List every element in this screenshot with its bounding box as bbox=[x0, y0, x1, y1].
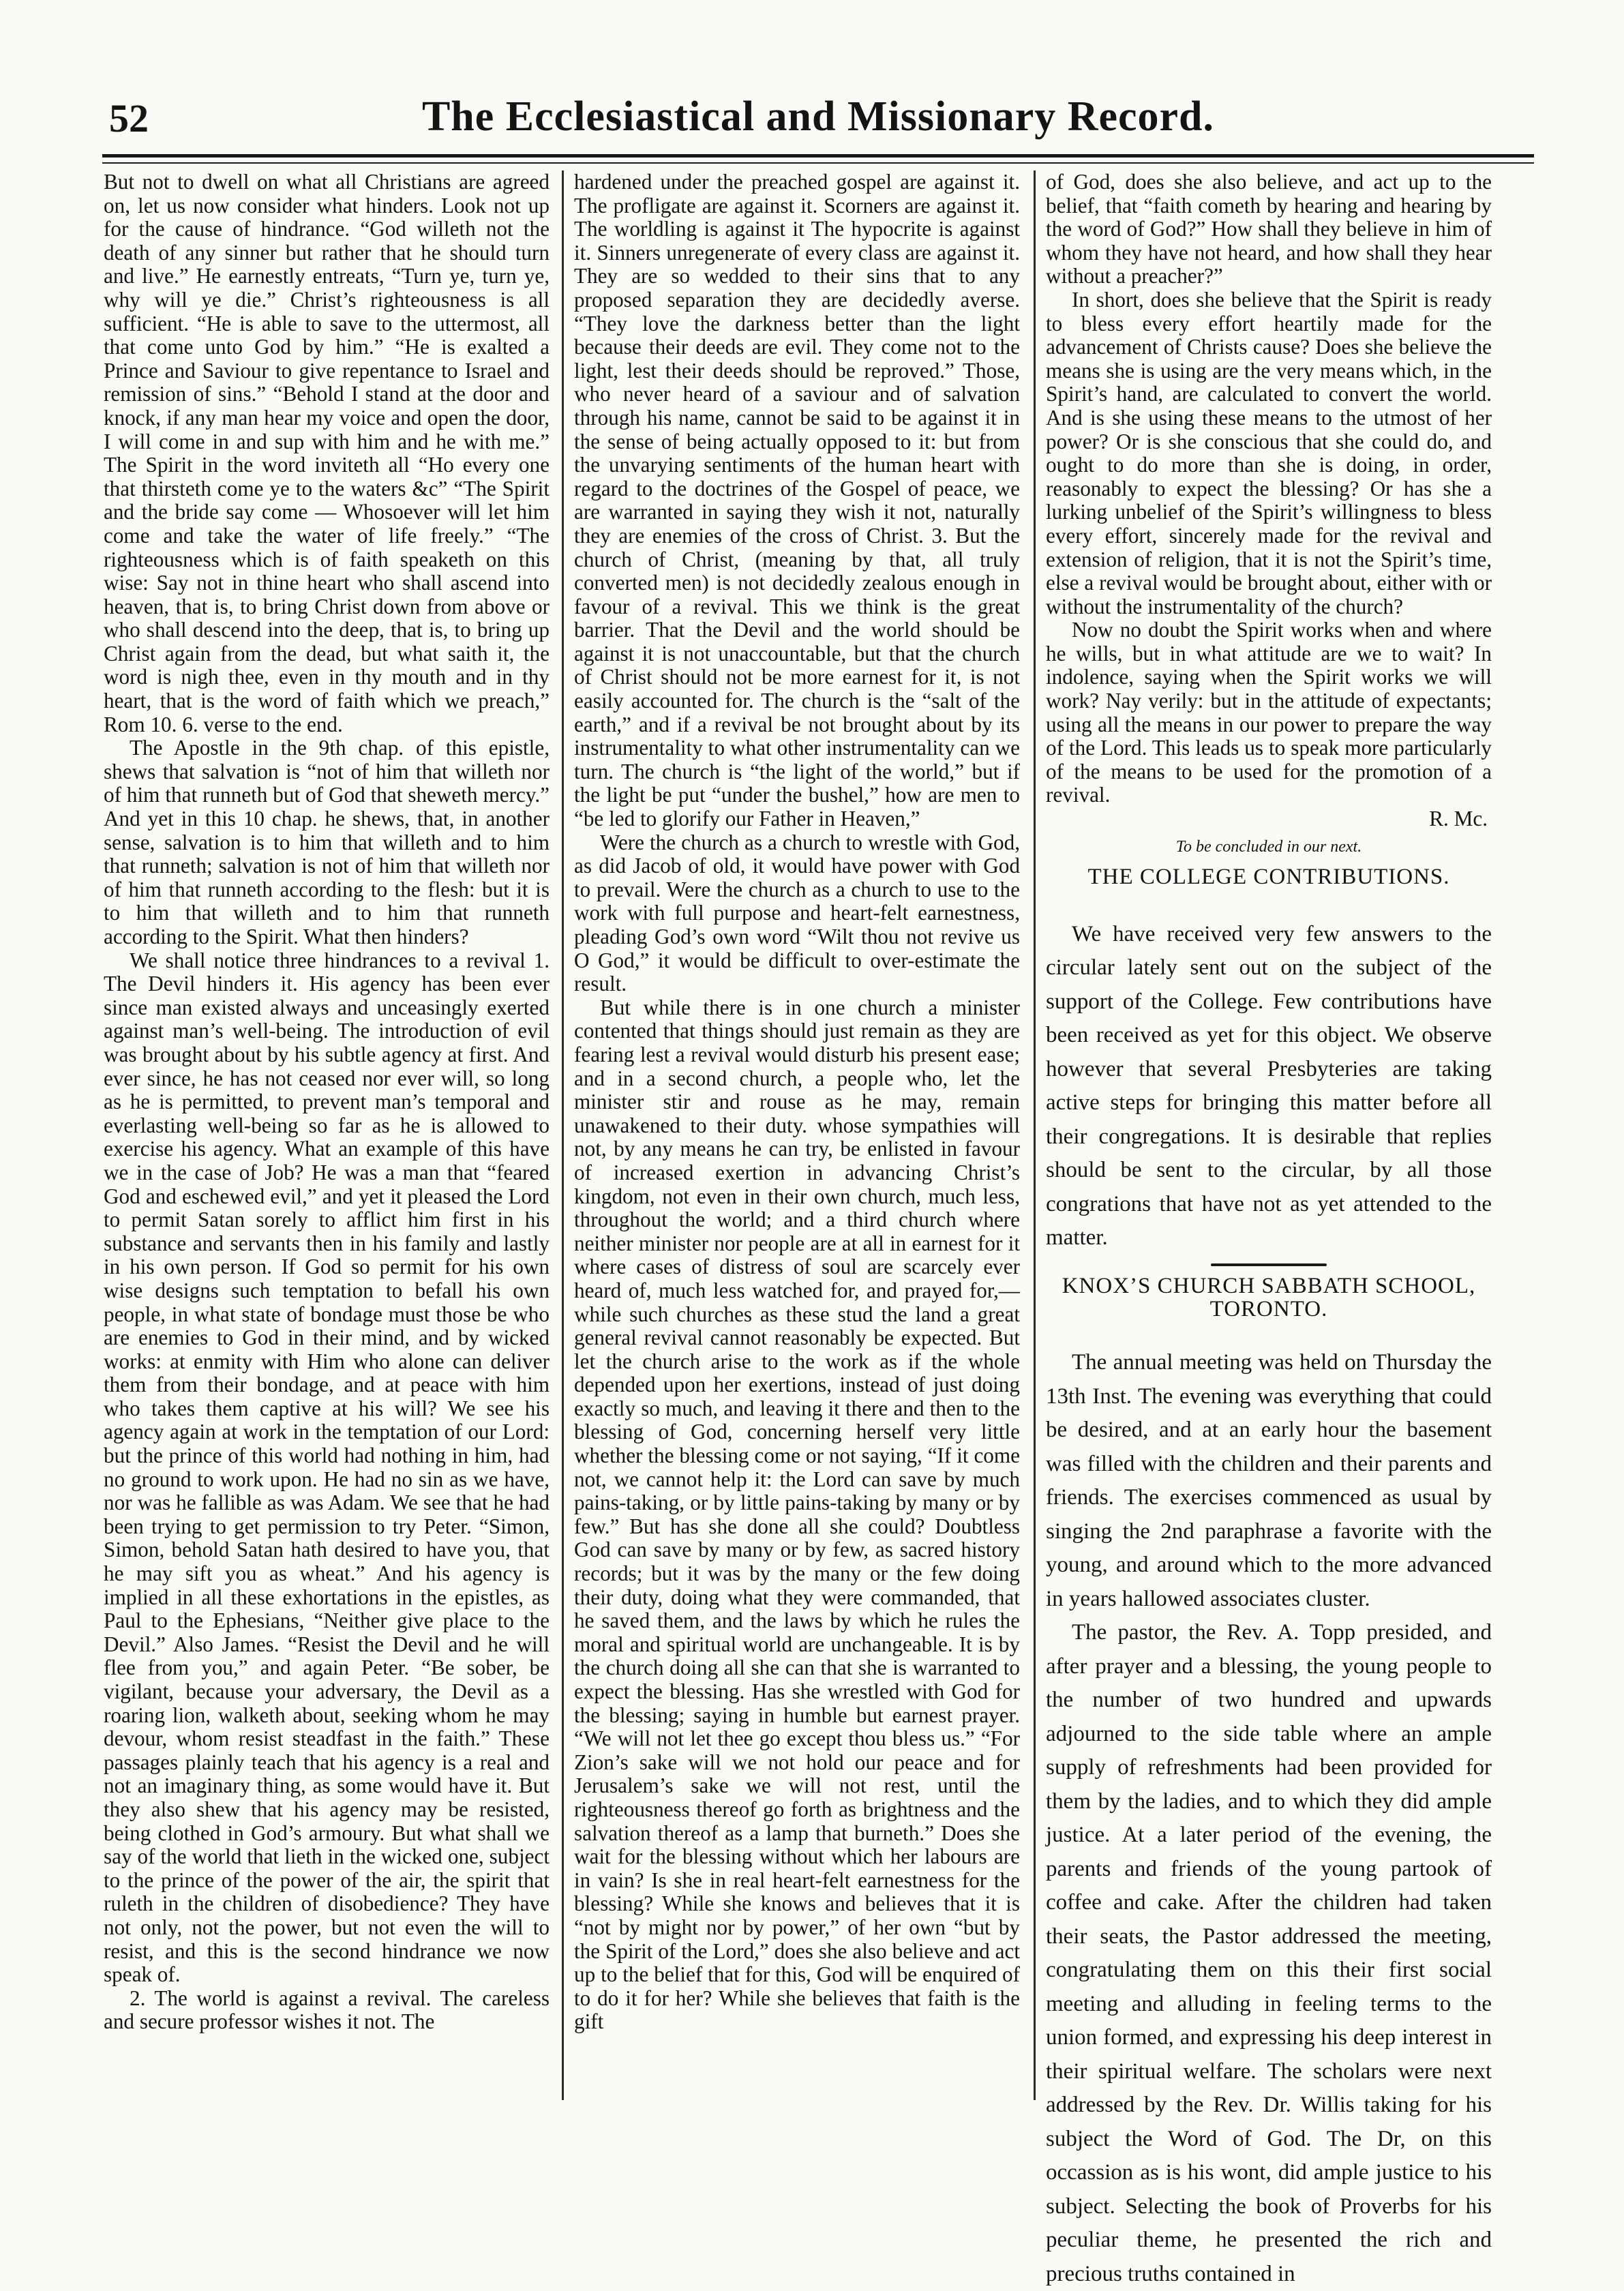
paragraph: In short, does she believe that the Spirit is ready to bless every effort heartily made for the advancement of Christs cause? Does she believe the means she is using are the very means which, in the Spirit’s hand, are calculated to convert the world. And is she using these means to the utmost of her power? Or is she conscious that she could do, and ought to do more than she is doing, in order, reasonably to expect the blessing? Or has she a lurking unbelief of the Spirit’s willingness to bless every effort, sincerely made for the revival and extension of religion, that it is not the Spirit’s time, else a revival would be brought about, either with or without the instrumentality of the church? bbox=[1046, 287, 1492, 618]
paragraph: The Apostle in the 9th chap. of this epistle, shews that salvation is “not of him that willeth nor of him that runneth but of God that sheweth mercy.” And yet in this 10 chap. he shews, that, in another sense, salvation is to him that willeth and to him that runneth; salvation is not of him that willeth nor of him that runneth according to the flesh: but it is to him that willeth and to him that runneth according to the Spirit. What then hinders? bbox=[104, 736, 550, 948]
header-rule bbox=[102, 154, 1534, 158]
paragraph: But while there is in one church a minister contented that things should just remain as they are fearing lest a revival would disturb his present ease; and in a second church, a people who, let the minister stir and rouse as he may, remain unawakened to their duty. whose sympathies will not, by any means he can try, be enlisted in favour of increased exertion in advancing Christ’s kingdom, not even in their own church, much less, throughout the world; and a third church where neither minister nor people are at all in earnest for it where cases of distress of soul are scarcely ever heard of, much less watched for, and prayed for,—while such churches as these stud the land a great general revival cannot reasonably be expected. But let the church arise to the work as if the whole depended upon her exertions, instead of just doing exactly so much, and leaving it there and then to the blessing of God, concerning herself very little whether the blessing come or not saying, “If it come not, we cannot help it: the Lord can save by much pains-taking, or by little pains-taking by many or by few.” But has she done all she could? Doubtless God can save by many or by few, as sacred history records; but it was by the many or the few doing their duty, doing what they were commanded, that he saved them, and the laws by which he rules the moral and spiritual world are unchangeable. It is by the church doing all she can that she is warranted to expect the blessing. Has she wrestled with God for the blessing; saying in humble but earnest prayer. “We will not let thee go except thou bless us.” “For Zion’s sake will we not hold our peace and for Jerusalem’s sake we will not rest, until the righteousness thereof go forth as brightness and the salvation thereof as a lamp that burneth.” Does she wait for the blessing without which her labours are in vain? Is she in real heart-felt earnestness for the blessing? While she knows and believes that it is “not by might nor by power,” of her own “but by the Spirit of the Lord,” does she also believe and act up to the belief that for this, God will be enquired of to do it for her? While she believes that faith is the gift bbox=[574, 995, 1020, 2034]
header-rule-thin bbox=[102, 162, 1534, 164]
section-separator bbox=[1211, 1263, 1327, 1266]
section-body bbox=[1046, 918, 1492, 1255]
column-1 bbox=[104, 170, 550, 2103]
section-title: THE COLLEGE CONTRIBUTIONS. bbox=[1087, 865, 1450, 890]
column-divider bbox=[562, 170, 564, 2100]
page-title: The Ecclesiastical and Missionary Record. bbox=[421, 93, 1215, 140]
column-2 bbox=[574, 170, 1020, 2103]
continued-note: To be concluded in our next. bbox=[1175, 837, 1362, 856]
paragraph: Were the church as a church to wrestle with God, as did Jacob of old, it would have power with God to prevail. Were the church as a church to use to the work with full purpose and heart-felt earnestness, pleading God’s own word “Wilt thou not revive us O God,” it would be difficult to over-estimate the result. bbox=[574, 830, 1020, 996]
paragraph: The pastor, the Rev. A. Topp presided, and after prayer and a blessing, the young people to the number of two hundred and upwards adjourned to the side table where an ample supply of refreshments had been provided for them by the ladies, and to which they did ample justice. At a later period of the evening, the parents and friends of the young partook of coffee and cake. After the children had taken their seats, the Pastor addressed the meeting, congratulating them on this their first social meeting and alluding in feeling terms to the union formed, and expressing his deep interest in their spiritual welfare. The scholars were next addressed by the Rev. Dr. Willis taking for his subject the Word of God. The Dr, on this occassion as is his wont, did ample justice to his subject. Selecting the book of Proverbs for his peculiar theme, he presented the rich and precious truths contained in bbox=[1046, 1620, 1492, 2286]
paragraph: But not to dwell on what all Christians are agreed on, let us now consider what hinders. Look not up for the cause of hindrance. “God willeth not the death of any sinner but rather that he should turn and live.” He earnestly entreats, “Turn ye, turn ye, why will ye die.” Christ’s righteousness is all sufficient. “He is able to save to the uttermost, all that come unto God by him.” “He is exalted a Prince and Saviour to give repentance to Israel and remission of sins.” “Behold I stand at the door and knock, if any man hear my voice and open the door, I will come in and sup with him and he with me.” The Spirit in the word inviteth all “Ho every one that thirsteth come ye to the waters &c” “The Spirit and the bride say come — Whosoever will let him come and take the water of life freely.” “The righteousness which is of faith speaketh on this wise: Say not in thine heart who shall ascend into heaven, that is, to bring Christ down from above or who shall descend into the deep, that is, to bring up Christ again from the dead, but what saith it, the word is nigh thee, even in thy mouth and in thy heart, that is the word of faith which we preach,” Rom 10. 6. verse to the end. bbox=[104, 170, 550, 736]
paragraph: We have received very few answers to the circular lately sent out on the subject of the support of the College. Few contributions have been received as yet for this object. We observe however that several Presbyteries are taking active steps for bringing this matter before all their congregations. It is desirable that replies should be sent to the circular, by all those congrations that have not as yet attended to the matter. bbox=[1046, 921, 1492, 1251]
paragraph: We shall notice three hindrances to a revival 1. The Devil hinders it. His agency has been ever since man existed always and unceasingly exerted against man’s well-being. The introduction of evil was brought about by his subtle agency at first. And ever since, he has not ceased nor ever will, so long as he is permitted, to prevent man’s temporal and everlasting well-being so far as he is allowed to exercise his agency. What an example of this have we in the case of Job? He was a man that “feared God and eschewed evil,” and yet it pleased the Lord to permit Satan sorely to afflict him first in his substance and servants then in his family and lastly in his own person. If God so permit for his own wise designs such temptation to befall his own people, in what state of bondage must those be who are enemies to God in their mind, and by wicked works: at enmity with Him who alone can deliver them from their bondage, and at peace with him who takes them captive at his will? We see his agency again at work in the temptation of our Lord: but the prince of this world had nothing in him, had no ground to work upon. He had no sin as we have, nor was he fallible as was Adam. We see that he had been trying to get permission to try Peter. “Simon, Simon, behold Satan hath desired to have you, that he may sift you as wheat.” And his agency is implied in all these exhortations in the epistles, as Paul to the Ephesians, “Neither give place to the Devil.” Also James. “Resist the Devil and he will flee from you,” and again Peter. “Be sober, be vigilant, because your adversary, the Devil as a roaring lion, walketh about, seeking whom he may devour, whom resist steadfast in the faith.” These passages plainly teach that his agency is a real and not an imaginary thing, as some would have it. But they also shew that his agency may be resisted, being clothed in God’s armoury. But what shall we say of the world that lieth in the wicked one, subject to the prince of the power of the air, the spirit that ruleth in the children of disobedience? They have not only, not the power, but not even the will to resist, and this is the second hindrance we now speak of. bbox=[104, 948, 550, 1987]
paragraph: The annual meeting was held on Thursday the 13th Inst. The evening was everything that could be desired, and at an early hour the basement was filled with the children and their parents and friends. The exercises commenced as usual by singing the 2nd paraphrase a favorite with the young, and around which to the more advanced in years hallowed associates cluster. bbox=[1046, 1350, 1492, 1611]
paragraph: 2. The world is against a revival. The careless and secure professor wishes it not. The bbox=[104, 1986, 550, 2034]
page-header bbox=[102, 95, 1534, 150]
paragraph: Now no doubt the Spirit works when and where he wills, but in what attitude are we to wait? In indolence, saying when the Spirit works we will work? Nay verily: but in the attitude of expectants; using all the means in our power to prepare the way of the Lord. This leads us to speak more particularly of the means to be used for the promotion of a revival. bbox=[1046, 618, 1492, 807]
column-divider bbox=[1034, 170, 1036, 2100]
author-signature: R. Mc. bbox=[1429, 807, 1488, 831]
paragraph: of God, does she also believe, and act up to the belief, that “faith cometh by hearing and hearing by the word of God?” How shall they believe in him of whom they have not heard, and how shall they hear without a preacher?” bbox=[1046, 170, 1492, 288]
paragraph: hardened under the preached gospel are against it. The profligate are against it. Scorners are against it. The worldling is against it The hypocrite is against it. Sinners unregenerate of every class are against it. They are so wedded to their sins that to any proposed separation they are decidedly averse. “They love the darkness better than the light because their deeds are evil. They come not to the light, lest their deeds should be reproved.” Those, who never heard of a saviour and of salvation through his name, cannot be said to be against it in the sense of being actually opposed to it: but from the unvarying sentiments of the human heart with regard to the doctrines of the Gospel of peace, we are warranted in saying they wish it not, naturally they are enemies of the cross of Christ. 3. But the church of Christ, (meaning by that, all truly converted men) is not decidedly zealous enough in favour of a revival. This we think is the great barrier. That the Devil and the world should be against it is not unaccountable, but that the church of Christ should not be more earnest for it, is not easily accounted for. The church is the “salt of the earth,” and if a revival be not brought about by its instrumentality to what other instrumentality can we turn. The church is “the light of the world,” but if the light be put “under the bushel,” how are men to “be led to glorify our Father in Heaven,” bbox=[574, 170, 1020, 831]
column-3 bbox=[1046, 170, 1492, 2286]
page-number: 52 bbox=[109, 96, 149, 140]
section-body bbox=[1046, 1346, 1492, 2291]
section-title: KNOX’S CHURCH SABBATH SCHOOL, TORONTO. bbox=[1062, 1273, 1476, 1322]
